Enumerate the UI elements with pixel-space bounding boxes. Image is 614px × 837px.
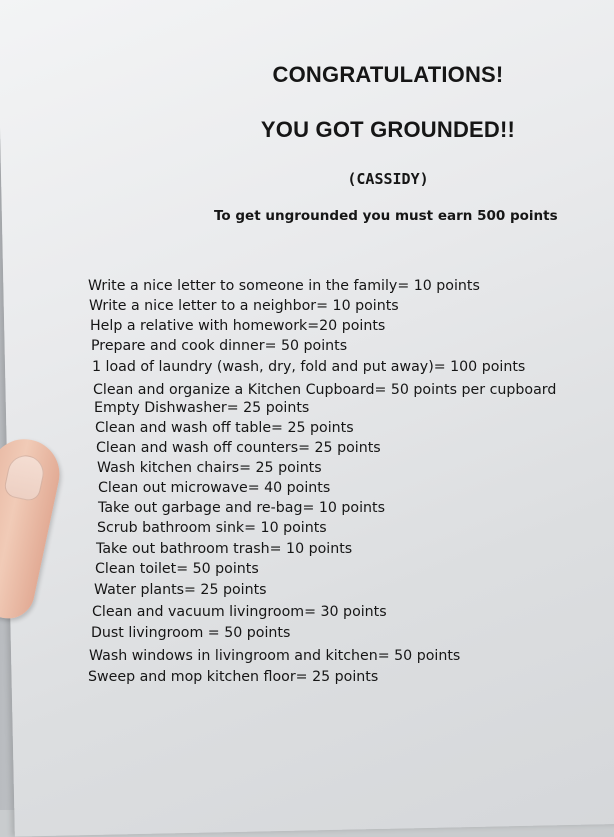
chore-item: Clean and vacuum livingroom= 30 points — [92, 604, 387, 620]
chore-item: Sweep and mop kitchen floor= 25 points — [88, 669, 379, 685]
recipient-name: (CASSIDY) — [347, 170, 429, 188]
chore-item: Wash kitchen chairs= 25 points — [97, 460, 322, 476]
title-congratulations: CONGRATULATIONS! — [272, 62, 504, 87]
chore-item: Clean and organize a Kitchen Cupboard= 50 points per cupboard — [93, 382, 557, 398]
chore-item: Help a relative with homework=20 points — [90, 318, 386, 334]
chore-item: Write a nice letter to someone in the family= 10 points — [88, 278, 480, 294]
chore-item: Dust livingroom = 50 points — [91, 625, 291, 641]
chore-item: Take out garbage and re-bag= 10 points — [98, 500, 385, 516]
chore-item: Clean toilet= 50 points — [95, 561, 259, 577]
points-requirement: To get ungrounded you must earn 500 points — [214, 208, 558, 224]
chore-item: Water plants= 25 points — [94, 582, 267, 598]
chore-item: Wash windows in livingroom and kitchen= 50 points — [89, 648, 461, 664]
chore-item: Clean and wash off counters= 25 points — [96, 440, 381, 456]
chore-item: Prepare and cook dinner= 50 points — [91, 338, 348, 354]
thumbnail-nail — [3, 452, 47, 503]
chore-item: Clean out microwave= 40 points — [98, 480, 331, 496]
chore-item: Take out bathroom trash= 10 points — [96, 541, 353, 557]
chore-item: Clean and wash off table= 25 points — [95, 420, 354, 436]
chore-item: 1 load of laundry (wash, dry, fold and put away)= 100 points — [92, 359, 526, 375]
chore-item: Scrub bathroom sink= 10 points — [97, 520, 327, 536]
chore-item: Empty Dishwasher= 25 points — [94, 400, 310, 416]
chore-item: Write a nice letter to a neighbor= 10 points — [89, 298, 399, 314]
title-grounded: YOU GOT GROUNDED!! — [260, 117, 516, 142]
